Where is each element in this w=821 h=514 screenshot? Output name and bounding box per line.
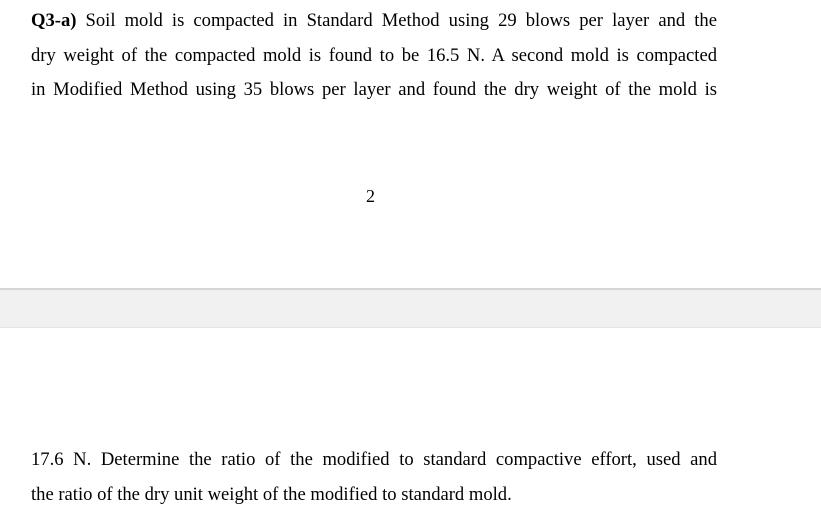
page-separator [0, 288, 821, 328]
paragraph-line: 17.6 N. Determine the ratio of the modified to standard compactive effort, used and [31, 449, 717, 470]
paragraph-line [31, 4, 717, 39]
paragraph-line-text: Soil mold is compacted in Standard Method using 29 blows per layer and the [76, 10, 717, 31]
question-paragraph-bottom [31, 443, 717, 512]
paragraph-line: the ratio of the dry unit weight of the modified to standard mold. [31, 483, 512, 505]
page-number: 2 [366, 186, 375, 206]
question-label: Q3-a) [31, 10, 77, 31]
question-paragraph-top [31, 4, 717, 108]
paragraph-line: in Modified Method using 35 blows per layer and found the dry weight of the mold is [31, 79, 717, 100]
paragraph-line: dry weight of the compacted mold is found to be 16.5 N. A second mold is compacted [31, 44, 717, 66]
